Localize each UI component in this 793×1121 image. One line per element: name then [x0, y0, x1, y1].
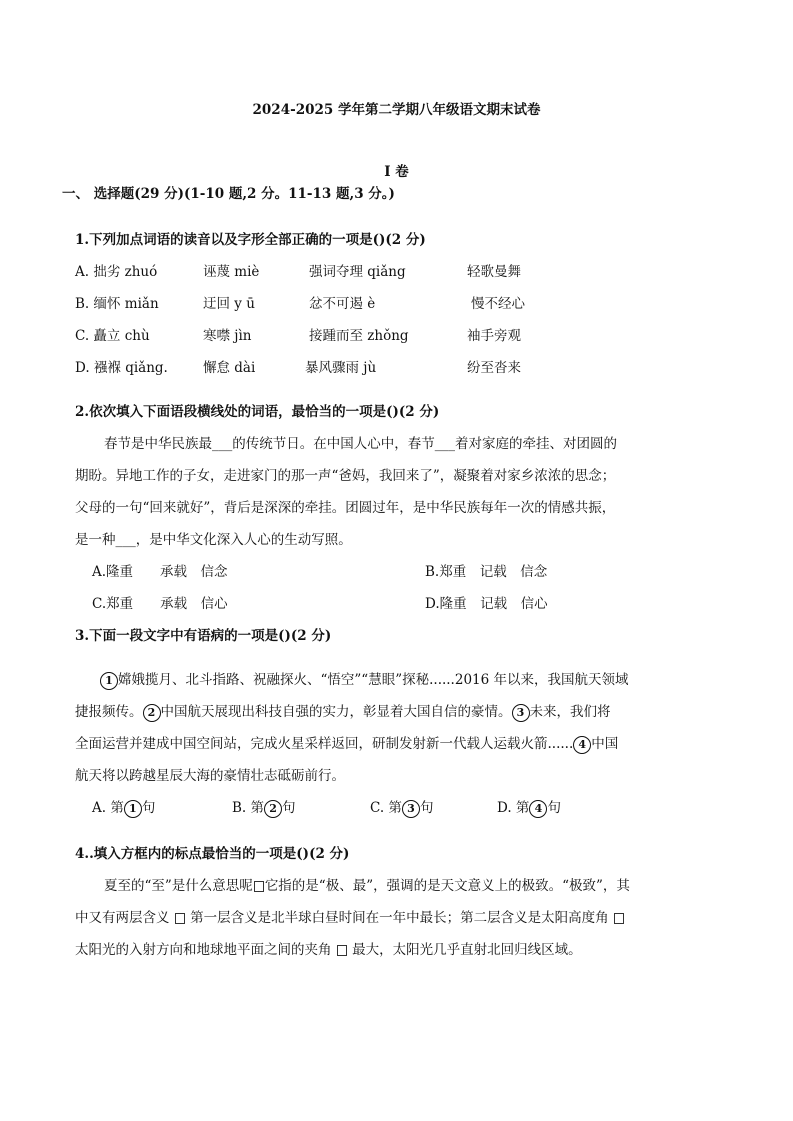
q3-option-a: A. 第 1 句 [92, 800, 156, 816]
q3-option-d: D. 第 4 句 [497, 800, 561, 816]
q2-option-c: C.郑重 承载 信心 [92, 596, 228, 612]
q2-passage-line: 父母的一句“回来就好”，背后是深深的牵挂。团圆过年，是中华民族每年一次的情感共振， [75, 500, 616, 516]
q2-passage-line: 春节是中华民族最___的传统节日。在中国人心中，春节___着对家庭的牵挂、对团圆的 [104, 436, 617, 452]
circled-number-2: 2 [143, 704, 161, 722]
blank-box[interactable] [614, 913, 624, 924]
section-heading: 一、 选择题(29 分)(1-10 题,2 分。11-13 题,3 分。) [62, 186, 395, 202]
q2-stem: 2.依次填入下面语段横线处的词语，最恰当的一项是()(2 分) [75, 404, 440, 420]
volume-label: I 卷 [384, 164, 409, 180]
q1-stem: 1.下列加点词语的读音以及字形全部正确的一项是()(2 分) [75, 232, 426, 248]
q3-passage-line: 捷报频传。 2 中国航天展现出科技自强的实力，彰显着大国自信的豪情。 3 未来，我们将 [75, 704, 611, 720]
q2-passage-line: 期盼。异地工作的子女，走进家门的那一声“爸妈，我回来了”，凝聚着对家乡浓浓的思念； [75, 468, 616, 484]
circled-number-3: 3 [512, 704, 530, 722]
q4-passage-line: 夏至的“至”是什么意思呢 它指的是“极、最”，强调的是天文意义上的极致。“极致”，其 [104, 878, 630, 894]
q4-stem: 4..填入方框内的标点最恰当的一项是()(2 分) [75, 846, 350, 862]
q3-stem: 3.下面一段文字中有语病的一项是()(2 分) [75, 628, 332, 644]
blank-box[interactable] [337, 945, 347, 956]
q3-passage-line: 全面运营并建成中国空间站，完成火星采样返回，研制发射新一代载人运载火箭...... 4 中国 [75, 736, 619, 752]
blank-box[interactable] [254, 881, 264, 892]
q3-option-c: C. 第 3 句 [370, 800, 434, 816]
circled-number-4: 4 [573, 736, 591, 754]
q2-option-a: A.隆重 承载 信念 [92, 564, 228, 580]
q4-passage-line: 中又有两层含义 第一层含义是北半球白昼时间在一年中最长；第二层含义是太阳高度角 [75, 906, 625, 926]
q2-passage-line: 是一种___，是中华文化深入人心的生动写照。 [75, 532, 352, 548]
circled-number-1: 1 [100, 672, 118, 690]
q2-option-b: B.郑重 记载 信念 [425, 564, 548, 580]
q2-option-d: D.隆重 记载 信心 [425, 596, 548, 612]
q3-passage-line: 1 嫦娥揽月、北斗指路、祝融探火、“悟空”“慧眼”探秘......2016 年以来，我国航天领域 [100, 668, 629, 690]
q3-passage-line: 航天将以跨越星辰大海的豪情壮志砥砺前行。 [75, 768, 345, 784]
q3-option-b: B. 第 2 句 [232, 800, 296, 816]
exam-title: 2024-2025 学年第二学期八年级语文期末试卷 [252, 102, 541, 118]
q4-passage-line: 太阳光的入射方向和地球地平面之间的夹角 最大，太阳光几乎直射北回归线区域。 [75, 942, 582, 958]
blank-box[interactable] [175, 913, 185, 924]
